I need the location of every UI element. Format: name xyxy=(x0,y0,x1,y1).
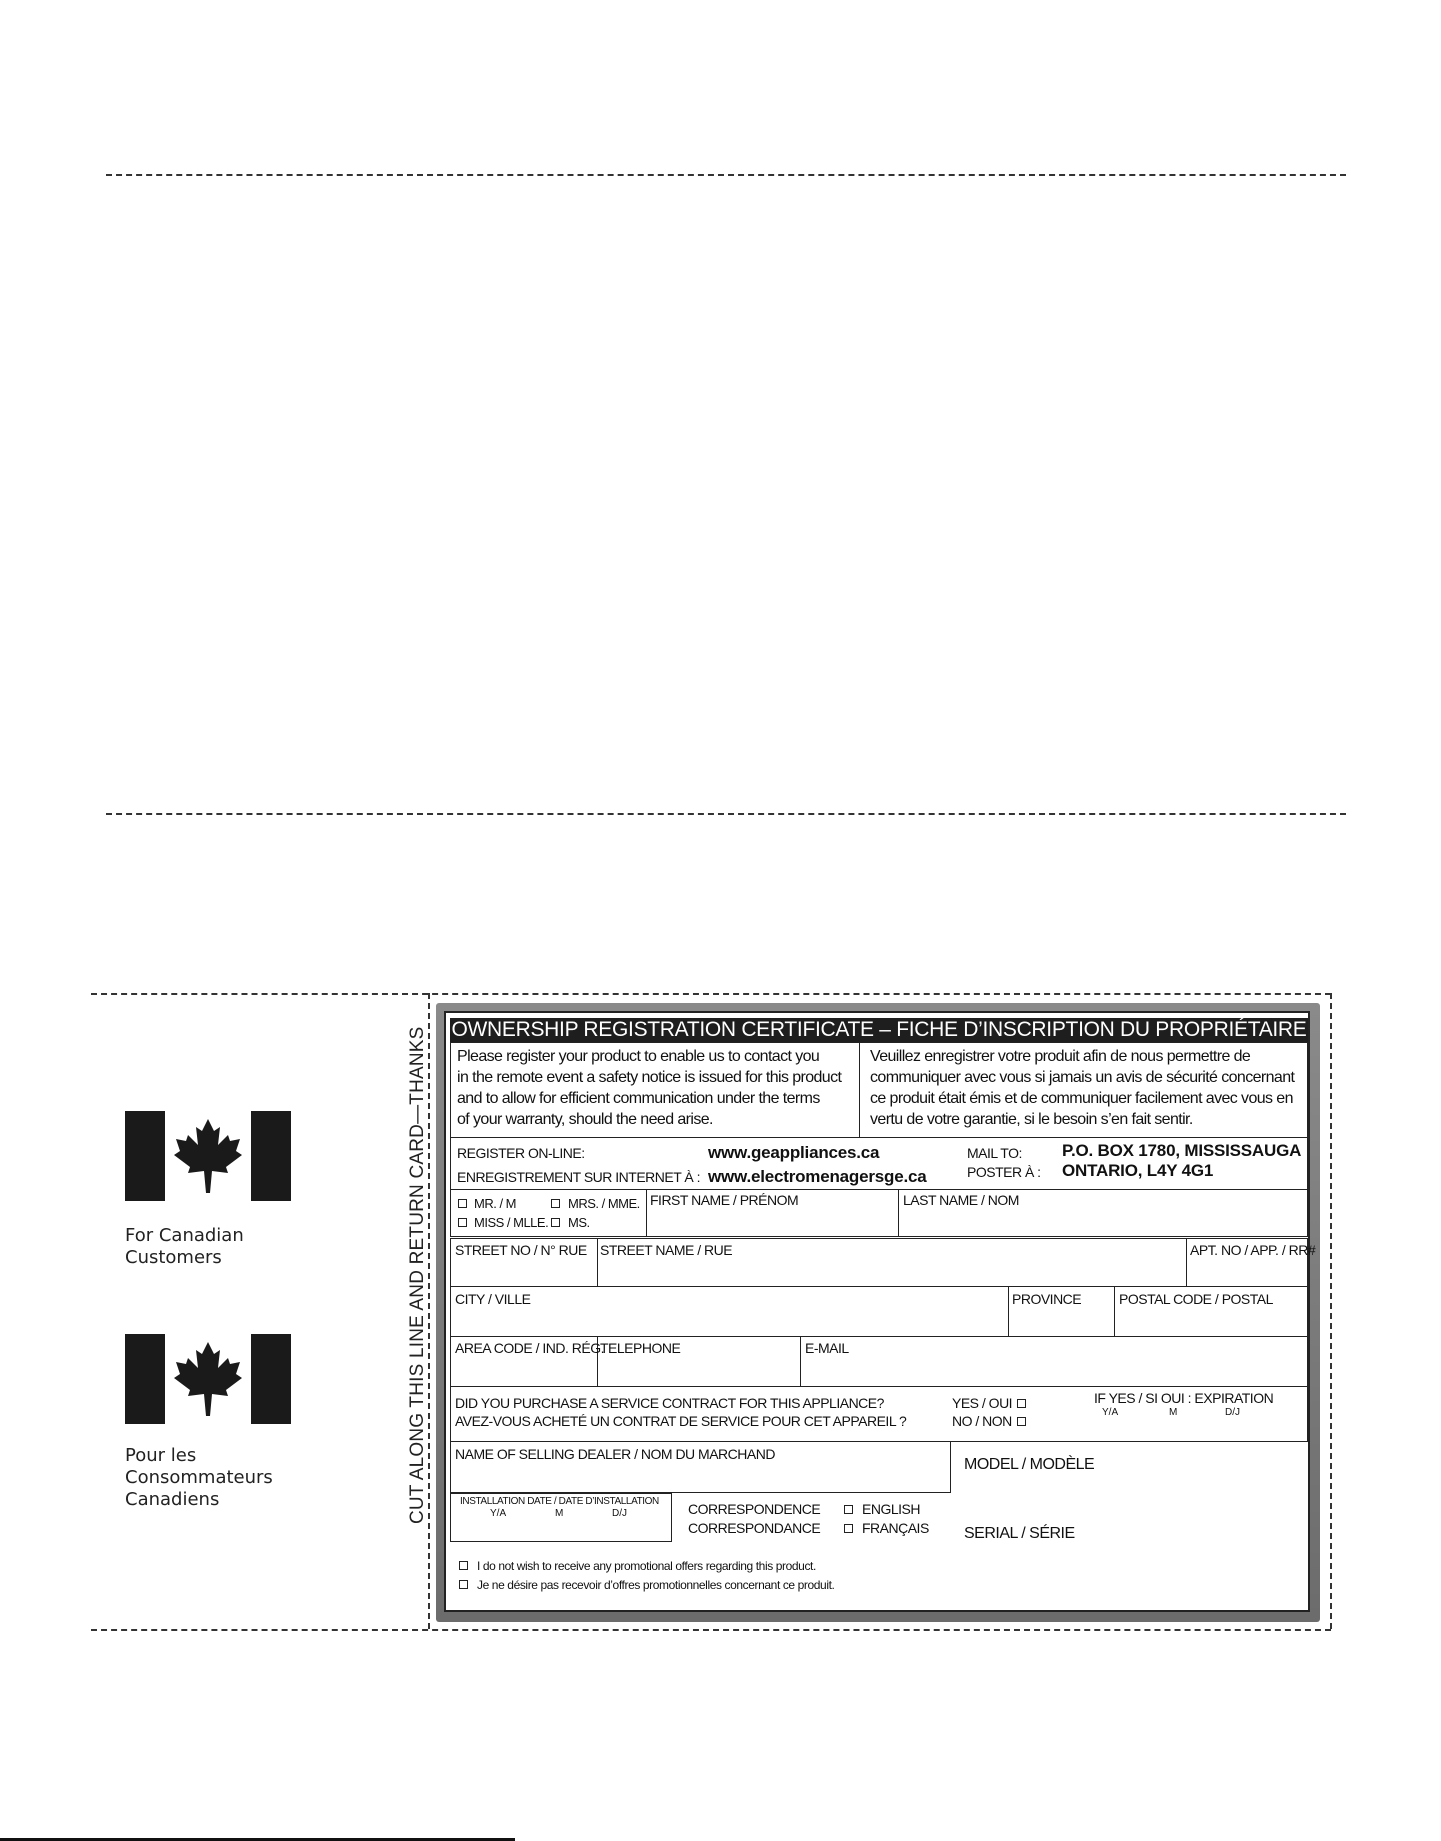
intro-en-line-4: of your warranty, should the need arise. xyxy=(457,1111,713,1128)
mrs-checkbox[interactable] xyxy=(551,1199,560,1208)
mail-address-line-1: P.O. BOX 1780, MISSISSAUGA xyxy=(1062,1141,1302,1160)
correspondence-label: CORRESPONDENCE xyxy=(688,1501,821,1517)
url-fr[interactable]: www.electromenagersge.ca xyxy=(708,1167,927,1186)
optout-fr-label: Je ne désire pas recevoir d’offres promotionnelles concernant ce produit. xyxy=(477,1578,835,1592)
installation-day-label: D/J xyxy=(612,1508,627,1519)
service-question-en: DID YOU PURCHASE A SERVICE CONTRACT FOR THIS APPLIANCE? xyxy=(455,1395,884,1411)
city-label: CITY / VILLE xyxy=(455,1291,531,1307)
installation-date-label: INSTALLATION DATE / DATE D’INSTALLATION xyxy=(460,1496,659,1507)
expiration-year-label: Y/A xyxy=(1102,1407,1119,1418)
register-online-fr-label: ENREGISTREMENT SUR INTERNET À : xyxy=(457,1169,701,1185)
apt-no-label: APT. NO / APP. / RR# xyxy=(1190,1242,1316,1258)
no-label: NO / NON xyxy=(952,1413,1012,1429)
intro-en-line-1: Please register your product to enable us to contact you xyxy=(457,1048,820,1065)
canada-flag-icon xyxy=(125,1111,291,1201)
mail-address-line-2: ONTARIO, L4Y 4G1 xyxy=(1062,1161,1214,1180)
street-no-label: STREET NO / N° RUE xyxy=(455,1242,587,1258)
pour-les-consommateurs-label: Pour les Consommateurs Canadiens xyxy=(125,1445,273,1510)
intro-fr-line-1: Veuillez enregistrer votre produit afin de nous permettre de xyxy=(870,1048,1251,1065)
optout-fr-checkbox[interactable] xyxy=(459,1580,468,1589)
card-cut-line-right xyxy=(1330,993,1332,1629)
mail-to-label: MAIL TO: xyxy=(967,1145,1022,1161)
expiration-month-label: M xyxy=(1169,1407,1178,1418)
email-label: E-MAIL xyxy=(805,1340,849,1356)
model-label: MODEL / MODÈLE xyxy=(964,1456,1095,1473)
canada-flag-icon-2 xyxy=(125,1334,291,1424)
english-label: ENGLISH xyxy=(862,1501,920,1517)
first-name-label: FIRST NAME / PRÉNOM xyxy=(650,1192,799,1208)
telephone-label: TELEPHONE xyxy=(600,1340,681,1356)
intro-en-line-3: and to allow for efficient communication under the terms xyxy=(457,1090,820,1107)
cut-line-top xyxy=(106,174,1346,176)
card-cut-line-bottom xyxy=(91,1629,1331,1631)
city-field[interactable] xyxy=(450,1286,1009,1337)
intro-fr-line-2: communiquer avec vous si jamais un avis de sécurité concernant xyxy=(870,1069,1295,1086)
miss-checkbox[interactable] xyxy=(458,1218,467,1227)
cut-line-middle xyxy=(106,813,1346,815)
email-field[interactable] xyxy=(800,1336,1308,1387)
mail-to-fr-label: POSTER À : xyxy=(967,1164,1041,1180)
correspondance-label: CORRESPONDANCE xyxy=(688,1520,821,1536)
english-checkbox[interactable] xyxy=(844,1505,853,1514)
province-label: PROVINCE xyxy=(1012,1291,1082,1307)
intro-fr-line-3: ce produit était émis et de communiquer facilement avec vous en xyxy=(870,1090,1293,1107)
ms-checkbox[interactable] xyxy=(551,1218,560,1227)
no-checkbox[interactable] xyxy=(1017,1417,1026,1426)
optout-en-checkbox[interactable] xyxy=(459,1561,468,1570)
card-title: OWNERSHIP REGISTRATION CERTIFICATE – FICHE D’INSCRIPTION DU PROPRIÉTAIRE xyxy=(451,1018,1307,1041)
yes-checkbox[interactable] xyxy=(1017,1399,1026,1408)
francais-label: FRANÇAIS xyxy=(862,1520,929,1536)
maple-leaf-icon xyxy=(168,1338,248,1420)
dealer-name-label: NAME OF SELLING DEALER / NOM DU MARCHAND xyxy=(455,1446,775,1462)
last-name-label: LAST NAME / NOM xyxy=(903,1192,1019,1208)
intro-en-line-2: in the remote event a safety notice is issued for this product xyxy=(457,1069,842,1086)
intro-fr-line-4: vertu de votre garantie, si le besoin s’en fait sentir. xyxy=(870,1111,1193,1128)
url-en[interactable]: www.geappliances.ca xyxy=(708,1143,880,1162)
expiration-day-label: D/J xyxy=(1225,1407,1240,1418)
mr-checkbox[interactable] xyxy=(458,1199,467,1208)
installation-month-label: M xyxy=(555,1508,564,1519)
mr-label: MR. / M xyxy=(474,1196,516,1211)
installation-year-label: Y/A xyxy=(490,1508,507,1519)
area-code-label: AREA CODE / IND. RÉG. xyxy=(455,1340,604,1356)
maple-leaf-icon xyxy=(168,1115,248,1197)
service-question-fr: AVEZ-VOUS ACHETÉ UN CONTRAT DE SERVICE POUR CET APPAREIL ? xyxy=(455,1413,907,1429)
serial-label: SERIAL / SÉRIE xyxy=(964,1525,1075,1542)
for-canadian-customers-label: For Canadian Customers xyxy=(125,1225,244,1268)
postal-code-label: POSTAL CODE / POSTAL xyxy=(1119,1291,1273,1307)
francais-checkbox[interactable] xyxy=(844,1524,853,1533)
card-cut-line-top xyxy=(91,993,1331,995)
expiration-label: IF YES / SI OUI : EXPIRATION xyxy=(1094,1390,1274,1406)
cut-instruction: CUT ALONG THIS LINE AND RETURN CARD—THANKS xyxy=(407,1026,428,1524)
ms-label: MS. xyxy=(568,1215,590,1230)
miss-label: MISS / MLLE. xyxy=(474,1215,549,1230)
optout-en-label: I do not wish to receive any promotional offers regarding this product. xyxy=(477,1559,816,1573)
street-name-label: STREET NAME / RUE xyxy=(600,1242,733,1258)
yes-label: YES / OUI xyxy=(952,1395,1013,1411)
register-online-label: REGISTER ON-LINE: xyxy=(457,1145,585,1161)
mrs-label: MRS. / MME. xyxy=(568,1196,640,1211)
